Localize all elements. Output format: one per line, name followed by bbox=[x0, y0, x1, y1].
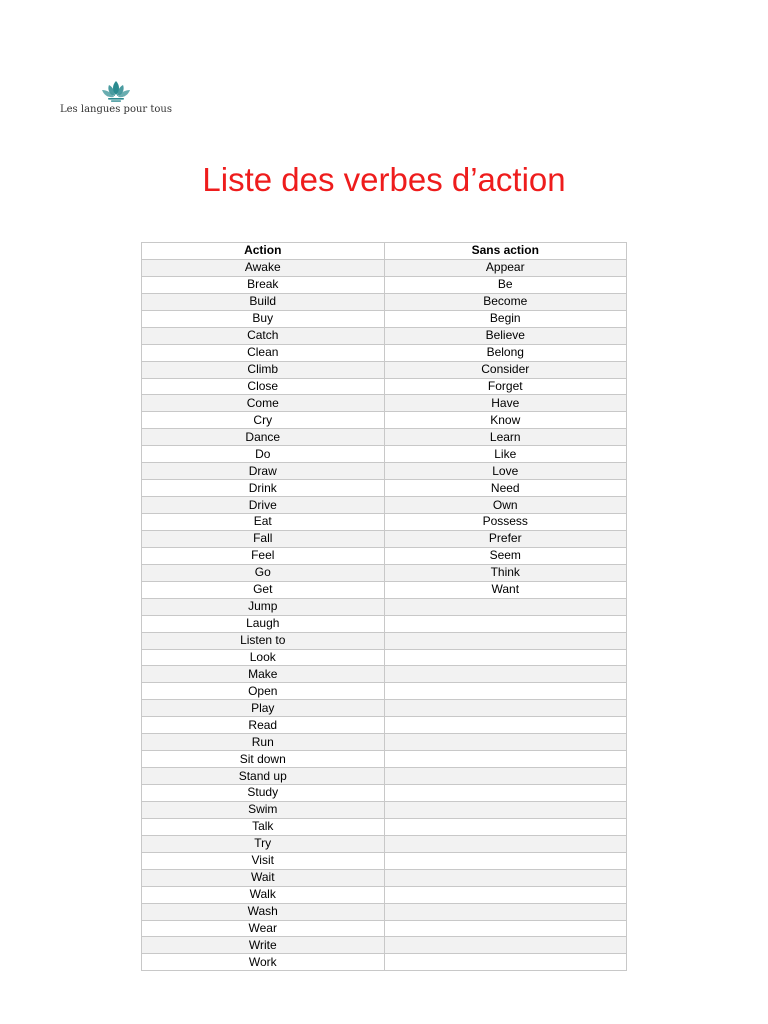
cell-non-action-verb bbox=[384, 852, 627, 869]
cell-non-action-verb bbox=[384, 632, 627, 649]
table-row bbox=[142, 547, 627, 564]
cell-non-action-verb: Possess bbox=[384, 514, 627, 531]
cell-non-action-verb: Belong bbox=[384, 344, 627, 361]
cell-non-action-verb bbox=[384, 818, 627, 835]
cell-action-verb: Jump bbox=[142, 598, 385, 615]
table-row bbox=[142, 361, 627, 378]
table-row bbox=[142, 683, 627, 700]
table-row bbox=[142, 564, 627, 581]
table-row bbox=[142, 378, 627, 395]
cell-non-action-verb: Begin bbox=[384, 310, 627, 327]
cell-action-verb: Write bbox=[142, 937, 385, 954]
table-row bbox=[142, 530, 627, 547]
cell-non-action-verb: Forget bbox=[384, 378, 627, 395]
table-row bbox=[142, 666, 627, 683]
cell-action-verb: Stand up bbox=[142, 768, 385, 785]
cell-action-verb: Open bbox=[142, 683, 385, 700]
table-row bbox=[142, 446, 627, 463]
brand-name: Les langues pour tous bbox=[60, 104, 172, 115]
cell-non-action-verb bbox=[384, 615, 627, 632]
table-row bbox=[142, 412, 627, 429]
cell-action-verb: Climb bbox=[142, 361, 385, 378]
cell-action-verb: Close bbox=[142, 378, 385, 395]
page-title: Liste des verbes d’action bbox=[202, 161, 566, 198]
cell-non-action-verb: Prefer bbox=[384, 530, 627, 547]
column-header-action: Action bbox=[142, 243, 385, 260]
cell-action-verb: Wash bbox=[142, 903, 385, 920]
cell-action-verb: Run bbox=[142, 734, 385, 751]
table-body bbox=[142, 259, 627, 970]
table-row bbox=[142, 259, 627, 276]
cell-action-verb: Drive bbox=[142, 497, 385, 514]
table-row bbox=[142, 463, 627, 480]
cell-non-action-verb bbox=[384, 683, 627, 700]
table-row bbox=[142, 734, 627, 751]
table-header-row bbox=[142, 243, 627, 260]
lotus-icon bbox=[100, 80, 132, 102]
cell-action-verb: Feel bbox=[142, 547, 385, 564]
cell-non-action-verb bbox=[384, 920, 627, 937]
table-row bbox=[142, 327, 627, 344]
cell-non-action-verb: Consider bbox=[384, 361, 627, 378]
table-row bbox=[142, 581, 627, 598]
cell-non-action-verb bbox=[384, 785, 627, 802]
cell-action-verb: Talk bbox=[142, 818, 385, 835]
cell-action-verb: Play bbox=[142, 700, 385, 717]
table-row bbox=[142, 869, 627, 886]
cell-non-action-verb bbox=[384, 768, 627, 785]
cell-action-verb: Dance bbox=[142, 429, 385, 446]
cell-non-action-verb bbox=[384, 649, 627, 666]
cell-action-verb: Fall bbox=[142, 530, 385, 547]
cell-non-action-verb: Learn bbox=[384, 429, 627, 446]
table-row bbox=[142, 615, 627, 632]
cell-non-action-verb bbox=[384, 666, 627, 683]
cell-action-verb: Swim bbox=[142, 801, 385, 818]
table-row bbox=[142, 700, 627, 717]
cell-action-verb: Do bbox=[142, 446, 385, 463]
table-row bbox=[142, 785, 627, 802]
cell-non-action-verb bbox=[384, 700, 627, 717]
table-row bbox=[142, 920, 627, 937]
cell-non-action-verb bbox=[384, 734, 627, 751]
cell-non-action-verb bbox=[384, 751, 627, 768]
cell-non-action-verb: Love bbox=[384, 463, 627, 480]
cell-action-verb: Go bbox=[142, 564, 385, 581]
cell-non-action-verb bbox=[384, 886, 627, 903]
table-row bbox=[142, 344, 627, 361]
cell-non-action-verb bbox=[384, 937, 627, 954]
cell-action-verb: Build bbox=[142, 293, 385, 310]
cell-non-action-verb: Become bbox=[384, 293, 627, 310]
brand-logo bbox=[60, 80, 180, 115]
table-row bbox=[142, 480, 627, 497]
table-row bbox=[142, 954, 627, 971]
cell-action-verb: Work bbox=[142, 954, 385, 971]
cell-action-verb: Draw bbox=[142, 463, 385, 480]
cell-non-action-verb: Have bbox=[384, 395, 627, 412]
cell-action-verb: Try bbox=[142, 835, 385, 852]
table-row bbox=[142, 886, 627, 903]
cell-action-verb: Buy bbox=[142, 310, 385, 327]
table-row bbox=[142, 514, 627, 531]
cell-non-action-verb: Know bbox=[384, 412, 627, 429]
cell-action-verb: Read bbox=[142, 717, 385, 734]
table-row bbox=[142, 751, 627, 768]
cell-non-action-verb: Want bbox=[384, 581, 627, 598]
cell-action-verb: Come bbox=[142, 395, 385, 412]
cell-action-verb: Drink bbox=[142, 480, 385, 497]
cell-action-verb: Make bbox=[142, 666, 385, 683]
cell-action-verb: Laugh bbox=[142, 615, 385, 632]
cell-non-action-verb: Seem bbox=[384, 547, 627, 564]
table-row bbox=[142, 649, 627, 666]
table-row bbox=[142, 818, 627, 835]
cell-action-verb: Look bbox=[142, 649, 385, 666]
cell-non-action-verb: Think bbox=[384, 564, 627, 581]
table-row bbox=[142, 852, 627, 869]
cell-non-action-verb: Be bbox=[384, 276, 627, 293]
cell-action-verb: Listen to bbox=[142, 632, 385, 649]
cell-action-verb: Wait bbox=[142, 869, 385, 886]
table-row bbox=[142, 429, 627, 446]
cell-non-action-verb: Appear bbox=[384, 259, 627, 276]
cell-action-verb: Catch bbox=[142, 327, 385, 344]
cell-non-action-verb bbox=[384, 903, 627, 920]
table-row bbox=[142, 632, 627, 649]
table-row bbox=[142, 310, 627, 327]
table-row bbox=[142, 598, 627, 615]
cell-non-action-verb: Believe bbox=[384, 327, 627, 344]
table-row bbox=[142, 395, 627, 412]
cell-action-verb: Break bbox=[142, 276, 385, 293]
cell-action-verb: Sit down bbox=[142, 751, 385, 768]
verbs-table bbox=[141, 242, 627, 971]
table-row bbox=[142, 835, 627, 852]
cell-action-verb: Visit bbox=[142, 852, 385, 869]
table-row bbox=[142, 801, 627, 818]
cell-non-action-verb bbox=[384, 954, 627, 971]
cell-action-verb: Awake bbox=[142, 259, 385, 276]
table-row bbox=[142, 903, 627, 920]
cell-action-verb: Wear bbox=[142, 920, 385, 937]
column-header-sans-action: Sans action bbox=[384, 243, 627, 260]
table-row bbox=[142, 497, 627, 514]
cell-non-action-verb bbox=[384, 869, 627, 886]
cell-action-verb: Clean bbox=[142, 344, 385, 361]
cell-non-action-verb bbox=[384, 801, 627, 818]
cell-non-action-verb: Like bbox=[384, 446, 627, 463]
cell-action-verb: Eat bbox=[142, 514, 385, 531]
cell-non-action-verb bbox=[384, 835, 627, 852]
table-row bbox=[142, 937, 627, 954]
cell-action-verb: Study bbox=[142, 785, 385, 802]
table-row bbox=[142, 293, 627, 310]
cell-non-action-verb: Own bbox=[384, 497, 627, 514]
cell-non-action-verb bbox=[384, 717, 627, 734]
cell-non-action-verb: Need bbox=[384, 480, 627, 497]
table-row bbox=[142, 717, 627, 734]
cell-non-action-verb bbox=[384, 598, 627, 615]
cell-action-verb: Get bbox=[142, 581, 385, 598]
table-row bbox=[142, 276, 627, 293]
cell-action-verb: Walk bbox=[142, 886, 385, 903]
table-row bbox=[142, 768, 627, 785]
cell-action-verb: Cry bbox=[142, 412, 385, 429]
